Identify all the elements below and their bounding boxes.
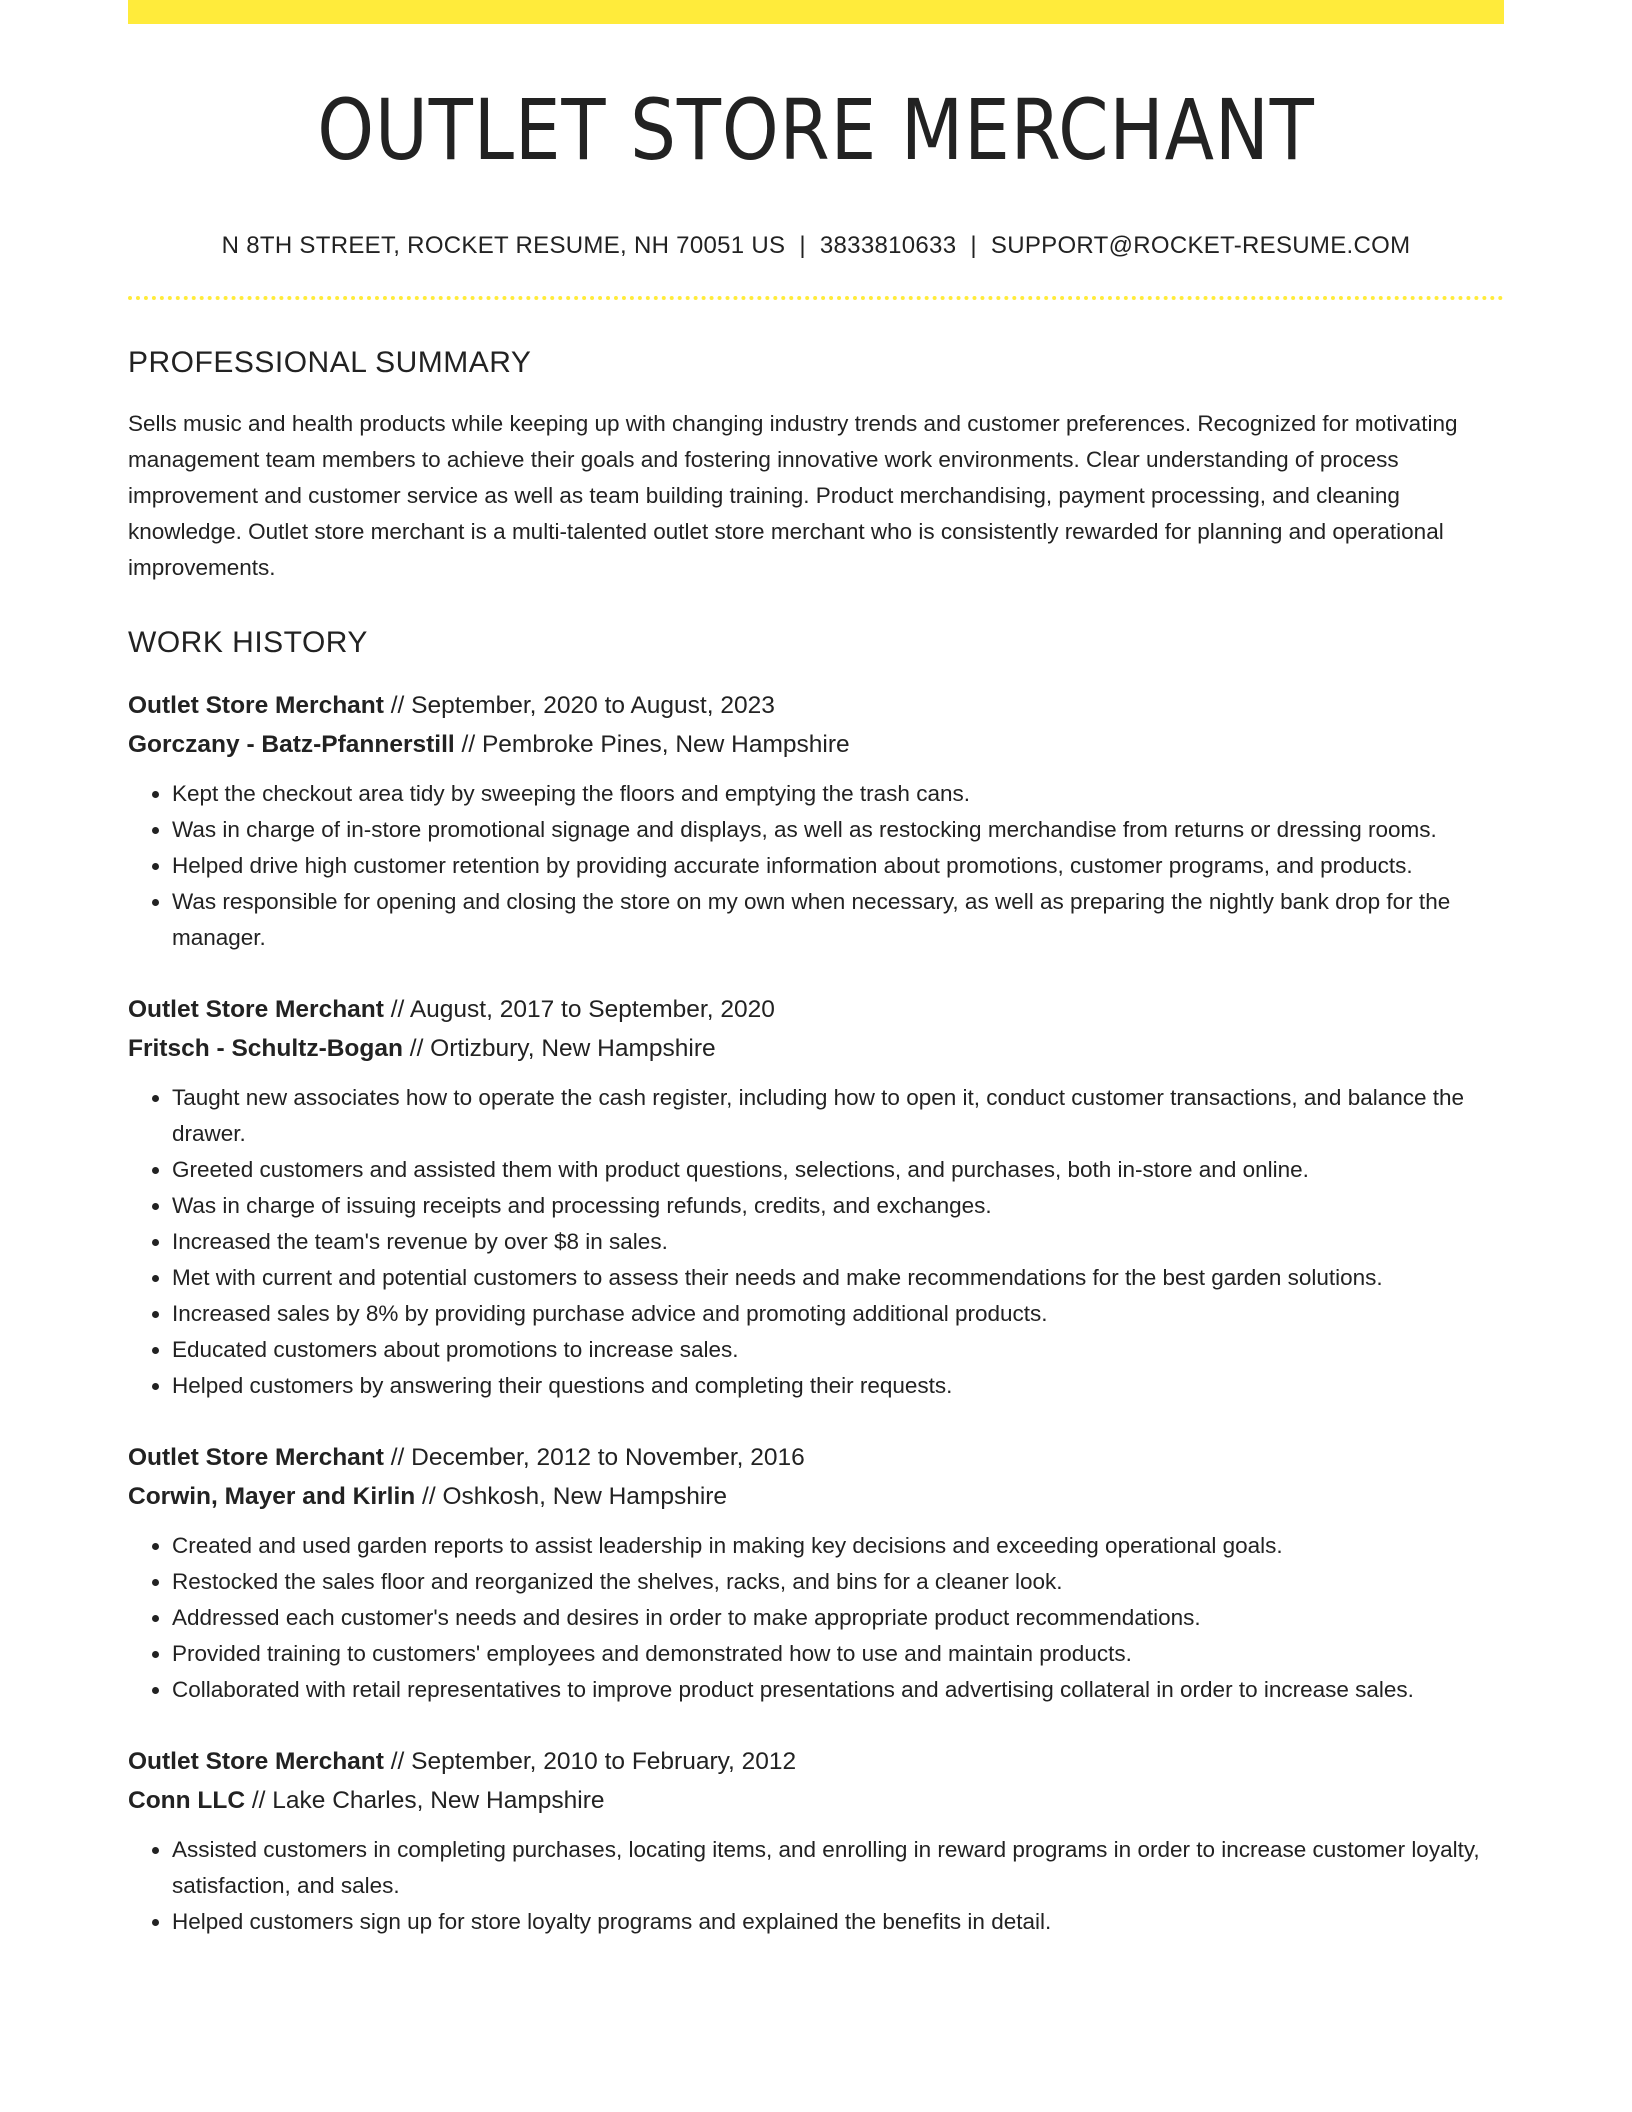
- job-role-line: [128, 1742, 1504, 1781]
- contact-address: N 8TH STREET, ROCKET RESUME, NH 70051 US: [221, 232, 786, 260]
- work-history-heading: WORK HISTORY: [128, 626, 368, 660]
- job-company: Gorczany - Batz-Pfannerstill: [128, 731, 455, 759]
- job-bullet: • Educated customers about promotions to increase sales.: [172, 1332, 1504, 1368]
- contact-email: SUPPORT@ROCKET-RESUME.COM: [990, 232, 1411, 260]
- job-bullet: • Helped customers sign up for store loyalty programs and explained the benefits in detail.: [172, 1904, 1504, 1940]
- job-location: // Pembroke Pines, New Hampshire: [454, 731, 850, 759]
- job-bullet: • Restocked the sales floor and reorganized the shelves, racks, and bins for a cleaner look.: [172, 1564, 1504, 1600]
- job-bullet: • Assisted customers in completing purchases, locating items, and enrolling in reward programs in order to increase customer loyalty, satisfaction, and sales.: [172, 1832, 1504, 1904]
- job-bullet: • Helped customers by answering their questions and completing their requests.: [172, 1368, 1504, 1404]
- job-role: Outlet Store Merchant: [128, 1444, 384, 1472]
- job-role-line: [128, 1438, 1504, 1477]
- job-entry: [128, 686, 1504, 956]
- contact-separator: |: [970, 232, 977, 260]
- job-bullet: • Provided training to customers' employees and demonstrated how to use and maintain products.: [172, 1636, 1504, 1672]
- job-bullets: [128, 776, 1504, 956]
- job-bullets: [128, 1080, 1504, 1404]
- summary-text: Sells music and health products while keeping up with changing industry trends and customer preferences. Recognized for motivating management team members to achieve their goals and fostering innovative work environments. Clear understanding of process improvement and customer service as well as team building training. Product merchandising, payment processing, and cleaning knowledge. Outlet store merchant is a multi-talented outlet store merchant who is consistently rewarded for planning and operational improvements.: [128, 411, 1458, 581]
- job-entry: [128, 1742, 1504, 1940]
- job-role-line: [128, 990, 1504, 1029]
- job-dates: // September, 2010 to February, 2012: [383, 1748, 797, 1776]
- job-entry: [128, 990, 1504, 1404]
- job-company: Fritsch - Schultz-Bogan: [128, 1035, 403, 1063]
- job-bullet: • Taught new associates how to operate the cash register, including how to open it, conduct customer transactions, and balance the drawer.: [172, 1080, 1504, 1152]
- job-company-line: [128, 1477, 1504, 1516]
- job-role-line: [128, 686, 1504, 725]
- job-company-line: [128, 1781, 1504, 1820]
- job-bullet: • Created and used garden reports to assist leadership in making key decisions and exceeding operational goals.: [172, 1528, 1504, 1564]
- job-location: // Ortizbury, New Hampshire: [402, 1035, 716, 1063]
- contact-separator: |: [799, 232, 806, 260]
- job-company-line: [128, 1029, 1504, 1068]
- job-bullet: • Collaborated with retail representatives to improve product presentations and advertising collateral in order to increase sales.: [172, 1672, 1504, 1708]
- job-dates: // August, 2017 to September, 2020: [383, 996, 775, 1024]
- job-bullet: • Helped drive high customer retention by providing accurate information about promotions, customer programs, and products.: [172, 848, 1504, 884]
- job-role: Outlet Store Merchant: [128, 996, 384, 1024]
- job-bullet: • Greeted customers and assisted them with product questions, selections, and purchases, both in-store and online.: [172, 1152, 1504, 1188]
- work-history-list: [128, 686, 1504, 1940]
- job-company: Corwin, Mayer and Kirlin: [128, 1483, 416, 1511]
- job-bullet: • Addressed each customer's needs and desires in order to make appropriate product recommendations.: [172, 1600, 1504, 1636]
- job-entry: [128, 1438, 1504, 1708]
- job-dates: // September, 2020 to August, 2023: [383, 692, 775, 720]
- job-bullets: [128, 1528, 1504, 1708]
- job-bullets: [128, 1832, 1504, 1940]
- contact-line: [128, 232, 1504, 260]
- job-location: // Lake Charles, New Hampshire: [245, 1787, 605, 1815]
- job-bullet: • Met with current and potential customers to assess their needs and make recommendations for the best garden solutions.: [172, 1260, 1504, 1296]
- job-company: Conn LLC: [128, 1787, 246, 1815]
- job-role: Outlet Store Merchant: [128, 1748, 384, 1776]
- resume-page: [128, 0, 1504, 1974]
- summary-heading: PROFESSIONAL SUMMARY: [128, 346, 532, 380]
- job-bullet: • Was in charge of in-store promotional signage and displays, as well as restocking merchandise from returns or dressing rooms.: [172, 812, 1504, 848]
- job-bullet: • Was responsible for opening and closing the store on my own when necessary, as well as preparing the nightly bank drop for the manager.: [172, 884, 1504, 956]
- contact-phone: 3833810633: [819, 232, 957, 260]
- job-bullet: • Was in charge of issuing receipts and processing refunds, credits, and exchanges.: [172, 1188, 1504, 1224]
- job-bullet: • Kept the checkout area tidy by sweeping the floors and emptying the trash cans.: [172, 776, 1504, 812]
- job-bullet: • Increased the team's revenue by over $8 in sales.: [172, 1224, 1504, 1260]
- job-bullet: • Increased sales by 8% by providing purchase advice and promoting additional products.: [172, 1296, 1504, 1332]
- job-role: Outlet Store Merchant: [128, 692, 384, 720]
- job-company-line: [128, 725, 1504, 764]
- job-location: // Oshkosh, New Hampshire: [415, 1483, 728, 1511]
- resume-name: OUTLET STORE MERCHANT: [317, 81, 1315, 179]
- job-dates: // December, 2012 to November, 2016: [383, 1444, 805, 1472]
- accent-top-bar: [128, 0, 1504, 24]
- dotted-divider: [128, 296, 1504, 300]
